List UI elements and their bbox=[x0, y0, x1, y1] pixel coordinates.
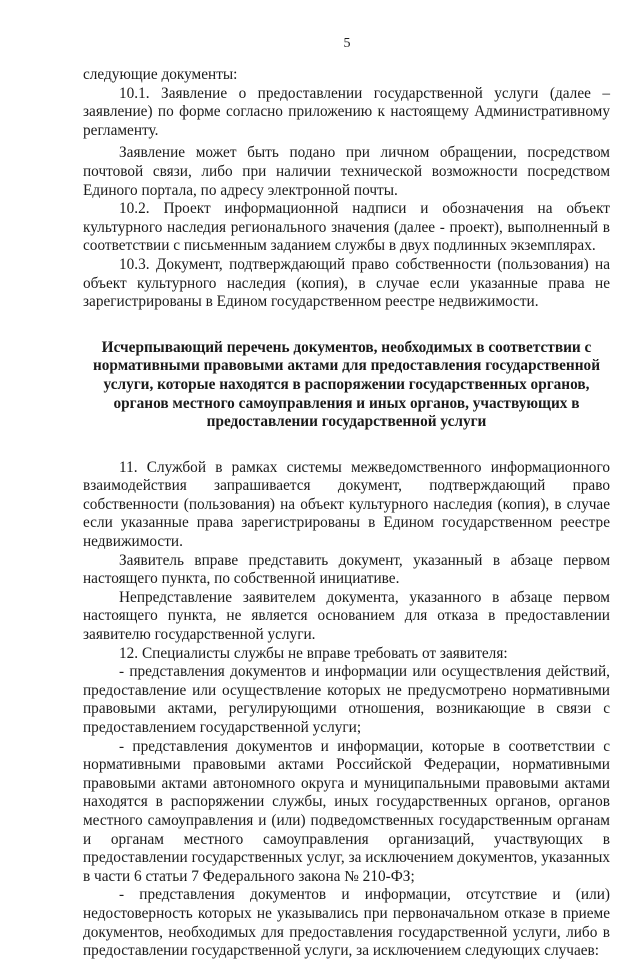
paragraph-applicant-right: Заявитель вправе представить документ, указанный в абзаце первом настоящего пункта, по собственной инициативе. bbox=[83, 551, 610, 588]
section-heading: Исчерпывающий перечень документов, необходимых в соответствии с нормативными правовыми актами для предоставления государственной услуги, которые находятся в распоряжении государственных органов, органов местного самоуправления и иных органов, участвующих в предоставлении государственной услуги bbox=[92, 338, 601, 431]
paragraph-intro: следующие документы: bbox=[83, 66, 238, 83]
paragraph-10-1: 10.1. Заявление о предоставлении государственной услуги (далее – заявление) по форме согласно приложению к настоящему Административному регламенту. bbox=[83, 84, 610, 139]
section-heading-block bbox=[83, 339, 610, 432]
paragraph-10-3: 10.3. Документ, подтверждающий право собственности (пользования) на объект культурного наследия (копия), в случае если указанные права не зарегистрированы в Едином государственном реестре недвижимости. bbox=[83, 255, 610, 311]
paragraph-11: 11. Службой в рамках системы межведомственного информационного взаимодействия запрашивается документ, подтверждающий право собственности (пользования) на объект культурного наследия (копия), в случае если указанные права зарегистрированы в Едином государственном реестре недвижимости. bbox=[83, 458, 610, 551]
page-number: 5 bbox=[343, 36, 351, 51]
list-item-2: - представления документов и информации, которые в соответствии с нормативными правовыми актами Российской Федерации, нормативными правовыми актами автономного округа и муниципальными правовыми актами находятся в распоряжении службы, иных государственных органов, органов местного самоуправления и (или) подведомственных государственным органам и органам местного самоуправления организаций, участвующих в предоставлении государственных услуг, за исключением документов, указанных в части 6 статьи 7 Федерального закона № 210-ФЗ; bbox=[83, 737, 610, 885]
paragraph-non-submission: Непредставление заявителем документа, указанного в абзаце первом настоящего пункта, не является основанием для отказа в предоставлении заявителю государственной услуги. bbox=[83, 588, 610, 644]
paragraph-12: 12. Специалисты службы не вправе требовать от заявителя: bbox=[119, 644, 508, 662]
paragraph-10-2: 10.2. Проект информационной надписи и обозначения на объект культурного наследия регионального значения (далее - проект), выполненный в соответствии с письменным заданием службы в двух подлинных экземплярах. bbox=[83, 200, 610, 255]
list-item-3: - представления документов и информации, отсутствие и (или) недостоверность которых не указывались при первоначальном отказе в приеме документов, необходимых для предоставления государственной услуги, либо в предоставлении государственной услуги, за исключением следующих случаев: bbox=[83, 886, 610, 960]
document-body bbox=[83, 66, 610, 961]
list-item-1: - представления документов и информации или осуществления действий, предоставление или осуществление которых не предусмотрено нормативными правовыми актами, регулирующими отношения, возникающие в связи с предоставлением государственной услуги; bbox=[83, 663, 610, 736]
paragraph-application-submission: Заявление может быть подано при личном обращении, посредством почтовой связи, либо при наличии технической возможности посредством Единого портала, по адресу электронной почты. bbox=[83, 144, 610, 199]
